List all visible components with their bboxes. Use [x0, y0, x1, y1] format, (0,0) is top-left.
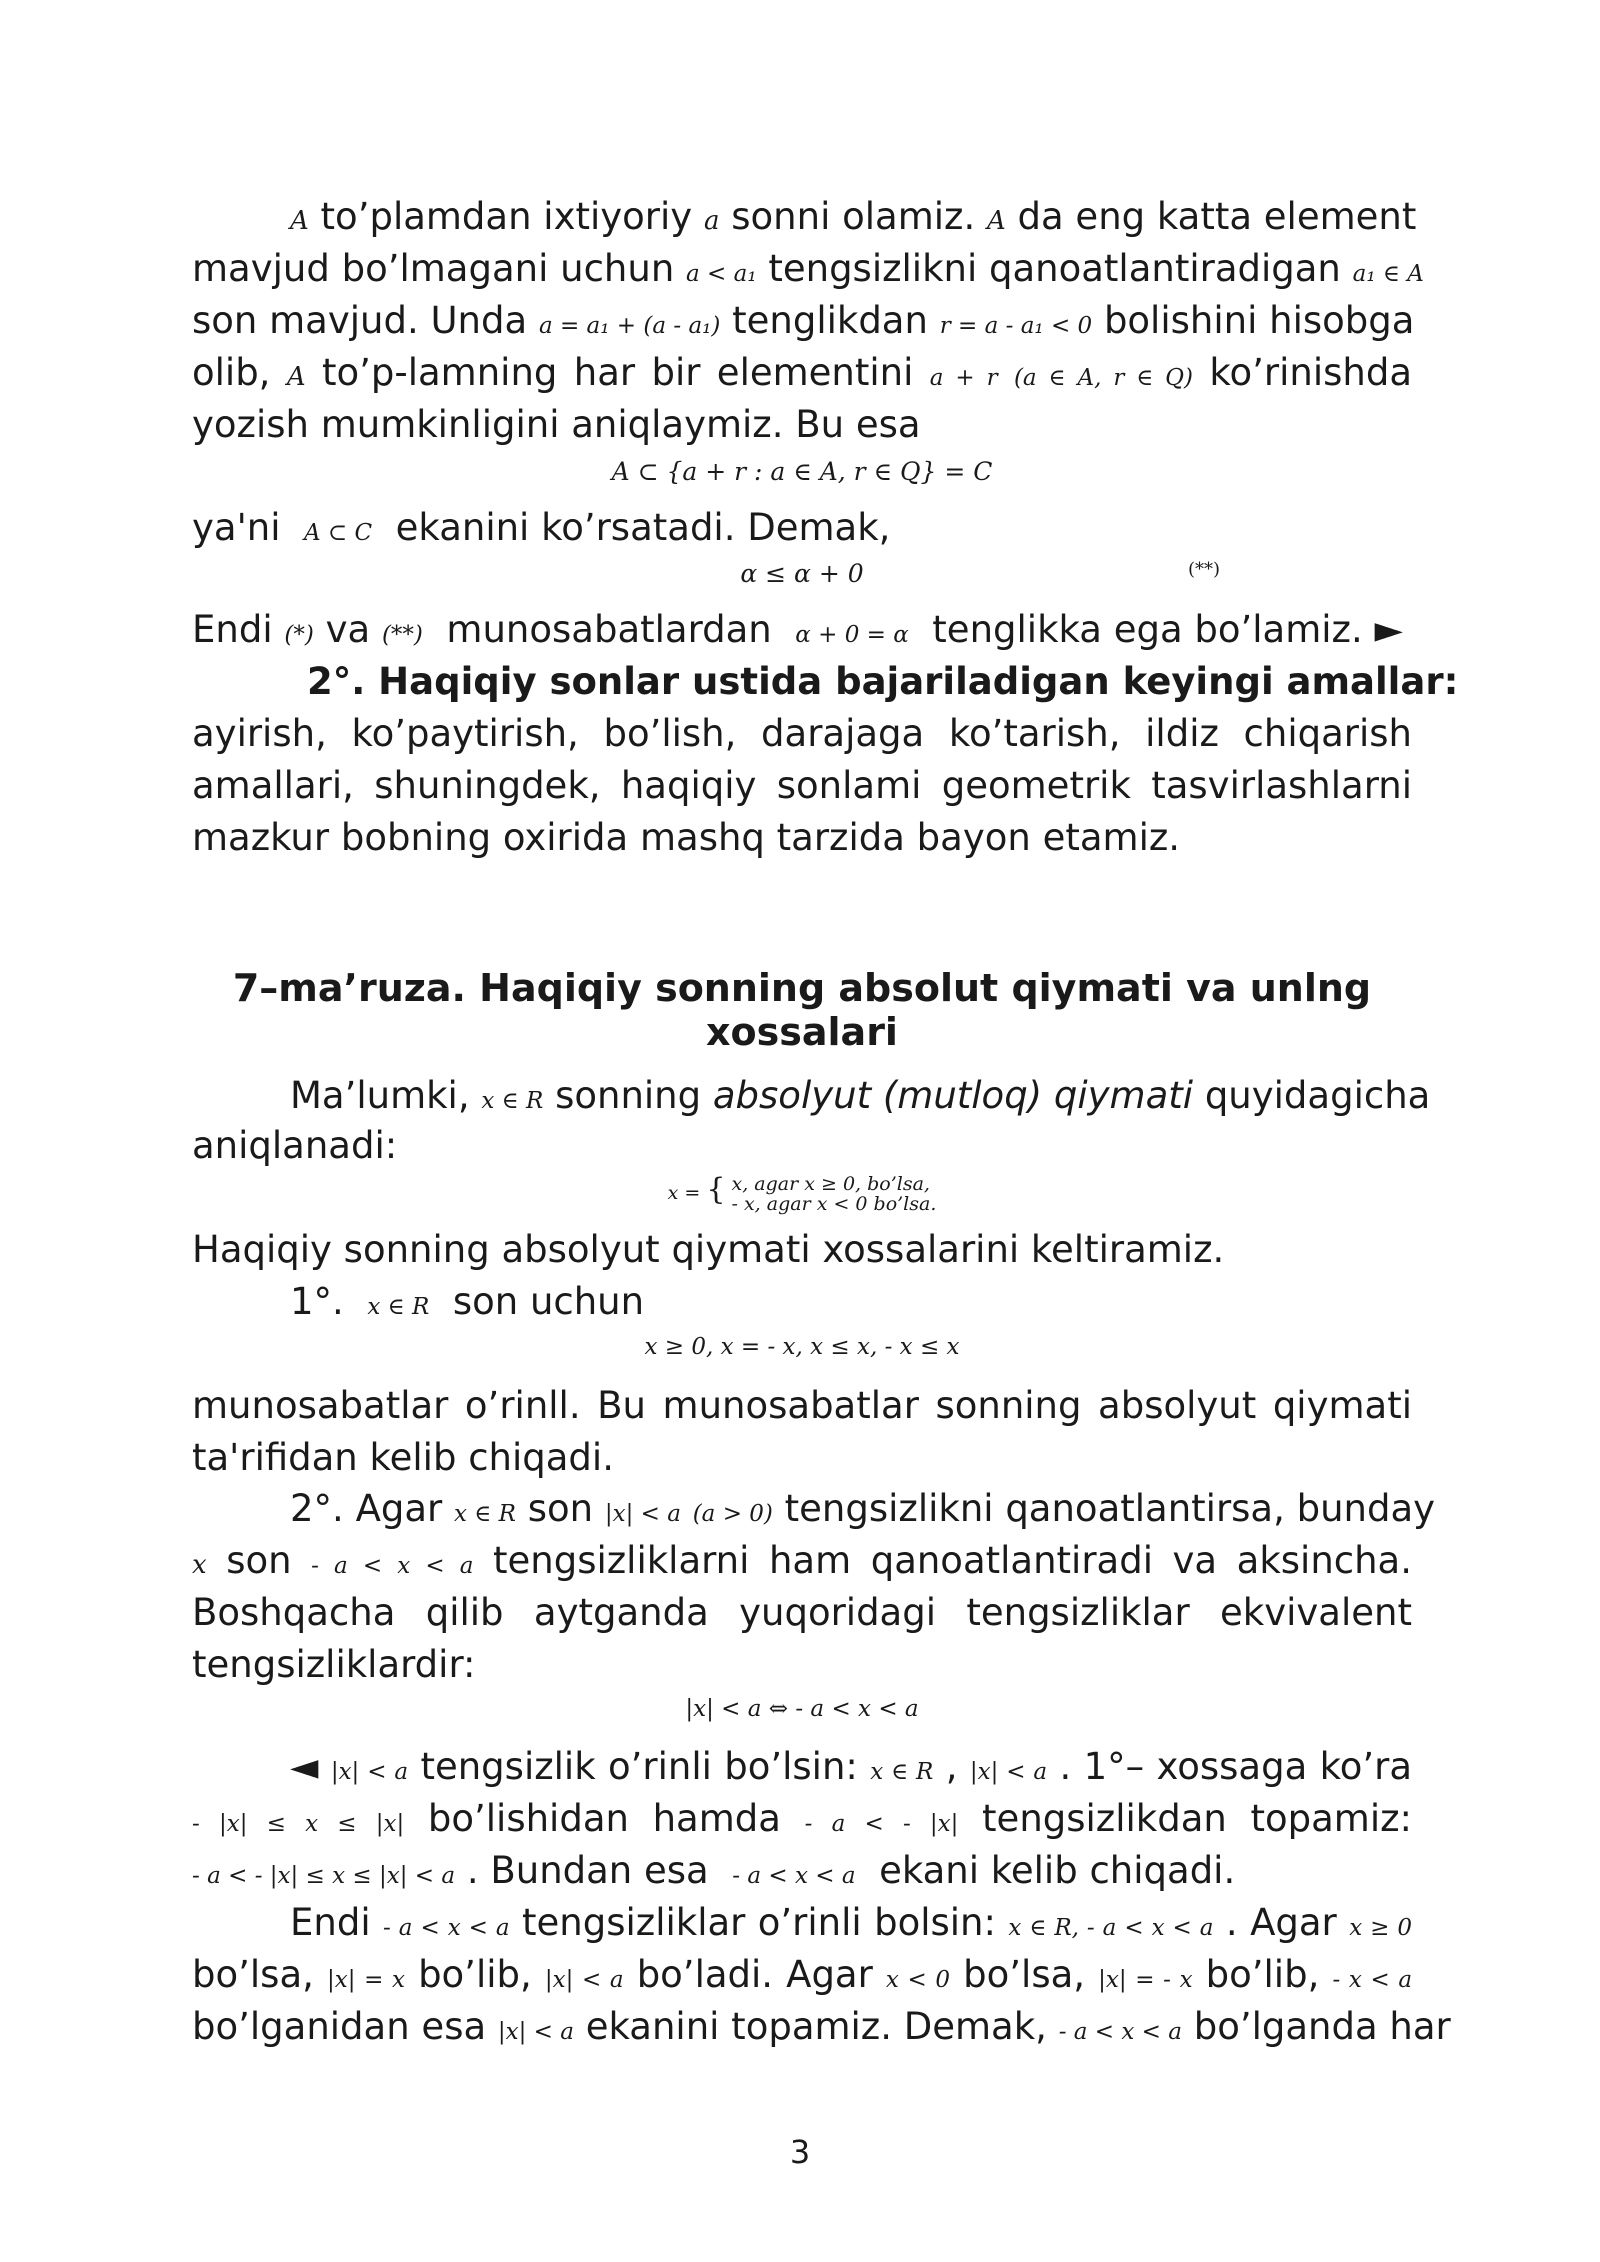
math-inline: x ∈ R [454, 1501, 516, 1527]
math-inline: - a < - |x| ≤ x ≤ |x| < a [192, 1863, 456, 1889]
text-line [192, 1741, 1412, 1793]
formula-lhs: x = [667, 1182, 701, 1204]
math-inline: a + r [929, 365, 998, 391]
text-line [192, 347, 1412, 399]
text: Ma’lumki, [290, 1074, 470, 1117]
text: tengsizliklarni ham qanoatlantiradi va aksincha. [493, 1539, 1412, 1582]
text: tenglikka ega bo’lamiz. ► [932, 608, 1403, 651]
text: tenglikdan [732, 299, 928, 342]
text: ekanini topamiz. Demak, [585, 2005, 1047, 2048]
equation-tag: (**) [1188, 559, 1221, 580]
text-line [192, 295, 1415, 347]
equation-ref: (**) [381, 622, 423, 648]
text: munosabatlardan [446, 608, 772, 651]
emphasis-text: absolyut (mutloq) qiymati [712, 1074, 1194, 1117]
math-symbol: A [290, 206, 309, 236]
text: bo’lib, [418, 1953, 532, 1996]
text: bo’ladi. Agar [636, 1953, 873, 1996]
text-line: aniqlanadi: [192, 1124, 398, 1167]
page-number: 3 [789, 2133, 811, 2171]
definition-formula [192, 1172, 1412, 1214]
text-line [192, 1276, 1510, 1328]
text: mavjud bo’lmagani uchun [192, 247, 675, 290]
text-line: ayirish, ko’paytirish, bo’lish, darajaga ko’tarish, ildiz chiqarish [192, 712, 1412, 755]
text: da eng katta element [1017, 195, 1417, 238]
text: bolishini hisobga [1103, 299, 1415, 342]
text: sonni olamiz. [731, 195, 976, 238]
math-inline: - a < x < a [732, 1863, 856, 1889]
math-inline: |x| < a [497, 2019, 574, 2045]
formula-case: x, agar x ≥ 0, bo’lsa, [731, 1173, 930, 1195]
text-line: mazkur bobning oxirida mashq tarzida bayon etamiz. [192, 816, 1181, 859]
text: tengsizlikni qanoatlantirsa, bunday [784, 1487, 1436, 1530]
formula: |x| < a ⇔ - a < x < a [685, 1696, 919, 1722]
text-line [192, 1845, 1412, 1897]
math-inline: |x| < a [544, 1967, 624, 1993]
math-inline: x ∈ R [481, 1088, 544, 1114]
text-line: tengsizliklardir: [192, 1643, 476, 1686]
formula: α ≤ α + 0 [740, 559, 864, 588]
text: bo’lib, [1205, 1953, 1320, 1996]
text-line: munosabatlar o’rinll. Bu munosabatlar sonning absolyut qiymati [192, 1384, 1412, 1427]
math-inline: x ≥ 0 [1349, 1915, 1413, 1941]
text: tengsizlikni qanoatlantiradigan [768, 247, 1341, 290]
paragraph-heading: 2°. Haqiqiy sonlar ustida bajariladigan keyingi amallar: [307, 660, 1459, 703]
text: va [325, 608, 371, 651]
text: bo’lishidan [427, 1797, 629, 1840]
text-line [192, 1793, 1412, 1845]
text-line [192, 502, 1412, 554]
text: bo’lsa, [963, 1953, 1086, 1996]
text: olib, [192, 351, 271, 394]
text: bo’lganidan esa [192, 2005, 487, 2048]
text: 1°. [290, 1280, 344, 1323]
math-inline: (a ∈ A, r ∈ Q) [1013, 365, 1194, 391]
math-inline: |x| < a [969, 1759, 1048, 1785]
text: tengsizlik o’rinli bo’lsin: [420, 1745, 858, 1788]
text-line [192, 1897, 1412, 1949]
math-inline: α + 0 = α [795, 622, 909, 648]
text: son uchun [452, 1280, 645, 1323]
text-line: ta'rifidan kelib chiqadi. [192, 1436, 614, 1479]
text-line [192, 243, 1424, 295]
math-inline: a₁ ∈ A [1352, 261, 1424, 287]
text: quyidagicha [1204, 1074, 1431, 1117]
math-inline: |x| = - x [1098, 1967, 1193, 1993]
formula-case: - x, agar x < 0 bo’lsa. [731, 1193, 937, 1215]
text-line [192, 1070, 1431, 1122]
text-line: Haqiqiy sonning absolyut qiymati xossalarini keltiramiz. [192, 1228, 1225, 1271]
text: son [226, 1539, 292, 1582]
math-inline: a < a₁ [686, 261, 757, 287]
text: hamda [652, 1797, 781, 1840]
math-symbol: A [286, 362, 306, 392]
text: ekanini ko’rsatadi. Demak, [395, 506, 891, 549]
text: bo’lganda har [1193, 2005, 1451, 2048]
text: bo’lsa, [192, 1953, 314, 1996]
text: sonning [555, 1074, 702, 1117]
text-line [192, 2001, 1451, 2053]
math-symbol: a [703, 206, 720, 236]
math-inline: |x| < a [330, 1759, 409, 1785]
text: ekani kelib chiqadi. [879, 1849, 1236, 1892]
brace-icon: { [706, 1172, 726, 1207]
math-inline: - a < x < a [1058, 2019, 1182, 2045]
text: Endi [290, 1901, 371, 1944]
text: to’p-lamning har bir elementini [321, 351, 914, 394]
math-inline: x < 0 [885, 1967, 951, 1993]
math-inline: x ∈ R, - a < x < a [1008, 1915, 1214, 1941]
text: to’plamdan ixtiyoriy [320, 195, 693, 238]
text: topamiz: [1250, 1797, 1413, 1840]
formula: x ≥ 0, x = - x, x ≤ x, - x ≤ x [644, 1334, 960, 1360]
math-inline: - x < a [1332, 1967, 1413, 1993]
equation-ref: (*) [284, 622, 314, 648]
formula: A ⊂ {a + r : a ∈ A, r ∈ Q} = C [611, 457, 993, 486]
math-inline: - a < - |x| [804, 1811, 959, 1837]
text: 2°. Agar [290, 1487, 443, 1530]
math-inline: |x| = x [326, 1967, 405, 1993]
math-inline: - a < x < a [383, 1915, 510, 1941]
math-symbol: A [986, 206, 1006, 236]
text-line: yozish mumkinligini aniqlaymiz. Bu esa [192, 403, 921, 446]
math-symbol: x [192, 1550, 207, 1580]
text: tengsizlikdan [982, 1797, 1227, 1840]
math-inline: - |x| ≤ x ≤ |x| [192, 1811, 405, 1837]
text-line: Boshqacha qilib aytganda yuqoridagi tengsizliklar ekvivalent [192, 1591, 1412, 1634]
text-line: amallari, shuningdek, haqiqiy sonlami geometrik tasvirlashlarni [192, 764, 1412, 807]
math-inline: (a > 0) [692, 1501, 773, 1527]
proof-start-icon: ◄ [290, 1745, 319, 1788]
text: . Bundan esa [466, 1849, 709, 1892]
text: tengsizliklar o’rinli bolsin: [522, 1901, 996, 1944]
text-line [192, 1483, 1436, 1535]
math-inline: r = a - a₁ < 0 [939, 313, 1093, 339]
text: son mavjud. Unda [192, 299, 528, 342]
math-inline: x ∈ R [367, 1294, 430, 1320]
math-inline: |x| < a [604, 1501, 681, 1527]
text-line [192, 191, 1417, 243]
text: son [527, 1487, 594, 1530]
text: ya'ni [192, 506, 281, 549]
math-inline: - a < x < a [311, 1553, 474, 1579]
text: ko’rinishda [1209, 351, 1413, 394]
math-inline: x ∈ R [870, 1759, 934, 1785]
math-inline: a = a₁ + (a - a₁) [538, 313, 721, 339]
text-line [192, 1535, 1412, 1587]
text: , [945, 1745, 958, 1788]
text-line [192, 1949, 1412, 2001]
lecture-title: 7–ma’ruza. Haqiqiy sonning absolut qiymati va unlng xossalari [232, 966, 1372, 1054]
text: . 1°– xossaga ko’ra [1059, 1745, 1413, 1788]
text: . Agar [1225, 1901, 1337, 1944]
text-line [192, 604, 1412, 656]
text: Endi [192, 608, 273, 651]
math-inline: A ⊂ C [304, 520, 373, 546]
